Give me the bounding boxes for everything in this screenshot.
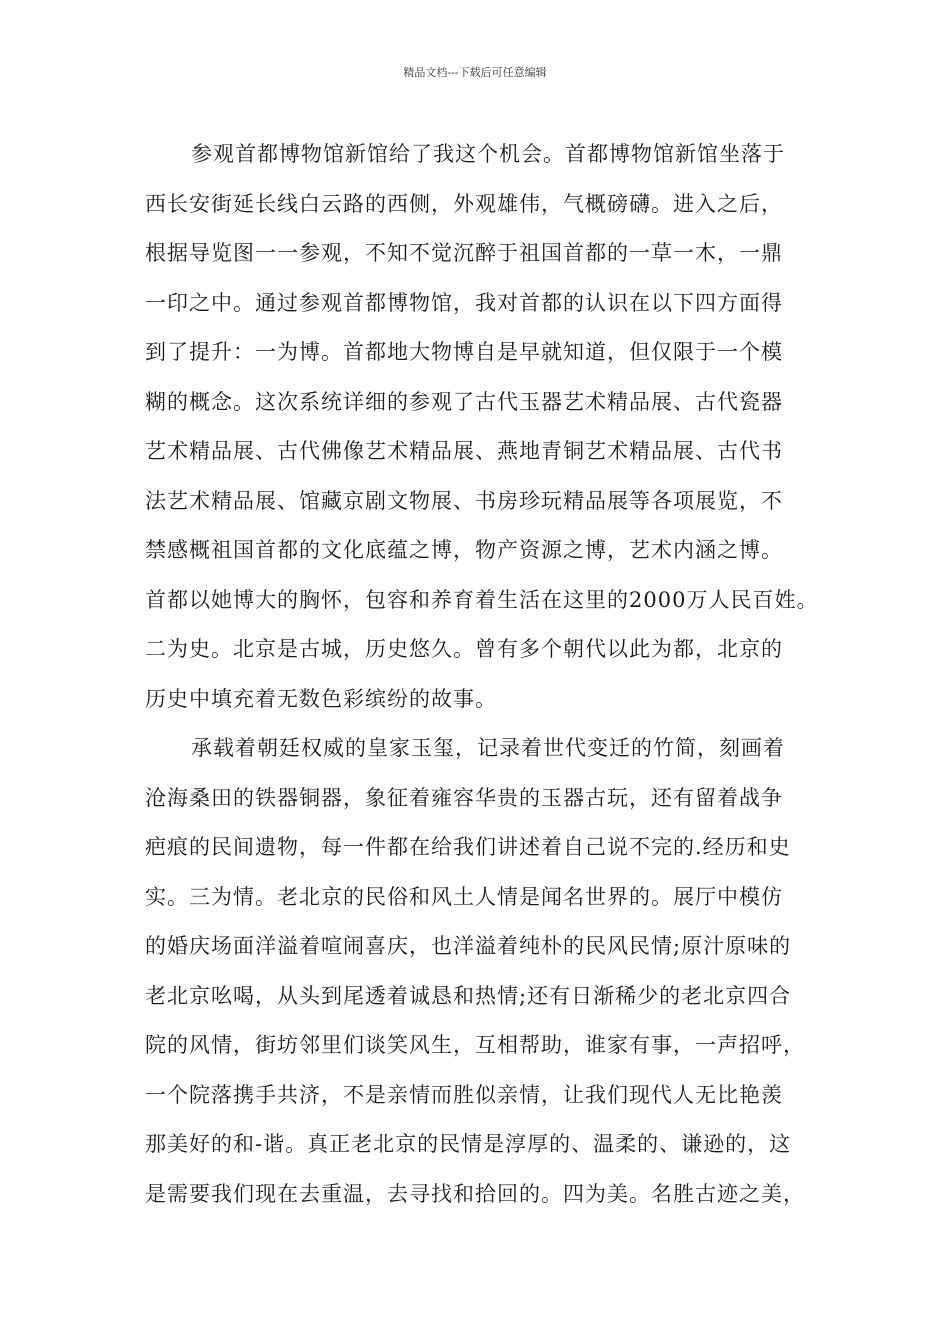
text-line: 是需要我们现在去重温，去寻找和拾回的。四为美。名胜古迹之美， [145, 1181, 805, 1206]
text-line: 院的风情，街坊邻里们谈笑风生，互相帮助，谁家有事，一声招呼， [145, 1033, 805, 1057]
text-line: 西长安街延长线白云路的西侧，外观雄伟，气概磅礴。进入之后， [145, 191, 783, 216]
text-line: 根据导览图一一参观，不知不觉沉醉于祖国首都的一草一木，一鼎 [145, 241, 783, 265]
text-line: 一个院落携手共济，不是亲情而胜似亲情，让我们现代人无比艳羡 [145, 1082, 783, 1107]
text-line: 一印之中。通过参观首都博物馆，我对首都的认识在以下四方面得 [145, 290, 783, 315]
text-line: 艺术精品展、古代佛像艺术精品展、燕地青铜艺术精品展、古代书 [145, 439, 783, 463]
text-line: 参观首都博物馆新馆给了我这个机会。首都博物馆新馆坐落于 [191, 142, 785, 166]
text-line: 禁感概祖国首都的文化底蕴之博，物产资源之博，艺术内涵之博。 [145, 538, 783, 562]
text-line: 糊的概念。这次系统详细的参观了古代玉器艺术精品展、古代瓷器 [145, 389, 783, 414]
text-line: 二为史。北京是古城，历史悠久。曾有多个朝代以此为都，北京的 [145, 637, 783, 661]
text-line: 到了提升：一为博。首都地大物博自是早就知道，但仅限于一个模 [145, 340, 783, 364]
paragraph-1 [145, 130, 825, 724]
text-line: 承载着朝廷权威的皇家玉玺，记录着世代变迁的竹简，刻画着 [191, 736, 785, 760]
text-line: 的婚庆场面洋溢着喧闹喜庆，也洋溢着纯朴的民风民情;原汁原味的 [145, 934, 792, 958]
text-line: 实。三为情。老北京的民俗和风土人情是闻名世界的。展厅中模仿 [145, 884, 783, 909]
text-line: 历史中填充着无数色彩缤纷的故事。 [145, 686, 497, 711]
text-line: 法艺术精品展、馆藏京剧文物展、书房珍玩精品展等各项展览，不 [145, 488, 783, 513]
document-body [145, 130, 825, 1219]
text-line: 首都以她博大的胸怀，包容和养育着生活在这里的2000万人民百姓。 [145, 587, 819, 612]
page-header: 精品文档---下载后可任意编辑 [403, 66, 547, 79]
text-line: 疤痕的民间遗物，每一件都在给我们讲述着自己说不完的.经历和史 [145, 835, 791, 859]
paragraph-2 [145, 724, 825, 1219]
text-line: 沧海桑田的铁器铜器，象征着雍容华贵的玉器古玩，还有留着战争 [145, 785, 783, 810]
text-line: 老北京吆喝，从头到尾透着诚恳和热情;还有日渐稀少的老北京四合 [145, 983, 792, 1008]
text-line: 那美好的和-谐。真正老北京的民情是淳厚的、温柔的、谦逊的，这 [145, 1132, 792, 1156]
